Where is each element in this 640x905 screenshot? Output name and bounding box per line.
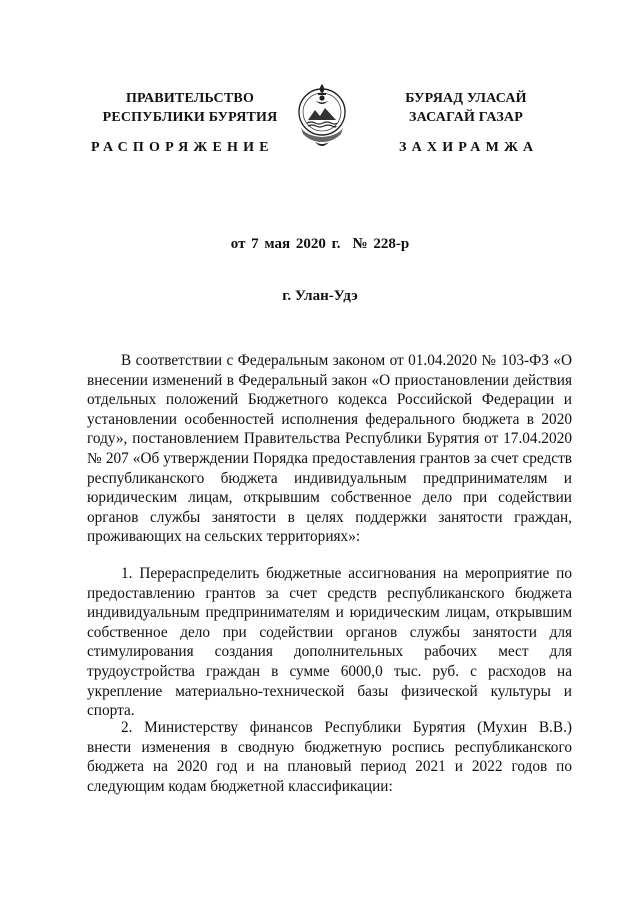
header-left-block [90,89,290,127]
doc-type-left: РАСПОРЯЖЕНИЕ [91,140,274,155]
buryatia-coat-of-arms-icon [297,82,347,152]
paragraph-text: 2. Министерству финансов Республики Бурятия (Мухин В.В.) внести изменения в сводную бюджетную роспись республиканского бюджета на 2020 год и на плановый период 2021 и 2022 годов по следующим кодам бюджетной классификации: [87,719,572,795]
date-number-line [0,236,640,253]
document-date: от 7 мая 2020 г. [230,236,341,252]
paragraph-text: 1. Перераспределить бюджетные ассигнования на мероприятие по предоставлению грантов за счет средств республиканского бюджета индивидуальным предпринимателям и юридическим лицам, открывшим собственное дело при содействии органов службы занятости для стимулирования создания дополнительных рабочих мест для трудоустройства граждан в сумме 6000,0 тыс. руб. с расходов на укрепление материально-технической базы физической культуры и спорта. [87,565,572,720]
header-left-line1: ПРАВИТЕЛЬСТВО [125,91,255,106]
header-left-line2: РЕСПУБЛИКИ БУРЯТИЯ [102,110,278,125]
header-right-line2: ЗАСАГАЙ ГАЗАР [408,110,523,125]
doc-type-right: ЗАХИРАМЖА [399,140,539,155]
header-right-line1: БУРЯАД УЛАСАЙ [405,91,527,106]
body-paragraph-1 [87,351,572,547]
document-number: № 228-р [352,236,410,252]
body-paragraph-2 [87,564,572,721]
header-right-block [366,89,566,127]
paragraph-text: В соответствии с Федеральным законом от 01.04.2020 № 103-ФЗ «О внесении изменений в Федеральный закон «О приостановлении действия отдельных положений Бюджетного кодекса Российской Федерации и установлении особенностей исполнения федерального бюджета в 2020 году», постановлением Правительства Республики Бурятия от 17.04.2020 № 207 «Об утверждении Порядка предоставления грантов за счет средств республиканского бюджета индивидуальным предпринимателям и юридическим лицам, открывшим собственное дело при содействии органов службы занятости в целях поддержки занятости граждан, проживающих на сельских территориях»: [87,352,572,546]
document-city: г. Улан-Удэ [282,288,358,304]
body-paragraph-3 [87,718,572,796]
